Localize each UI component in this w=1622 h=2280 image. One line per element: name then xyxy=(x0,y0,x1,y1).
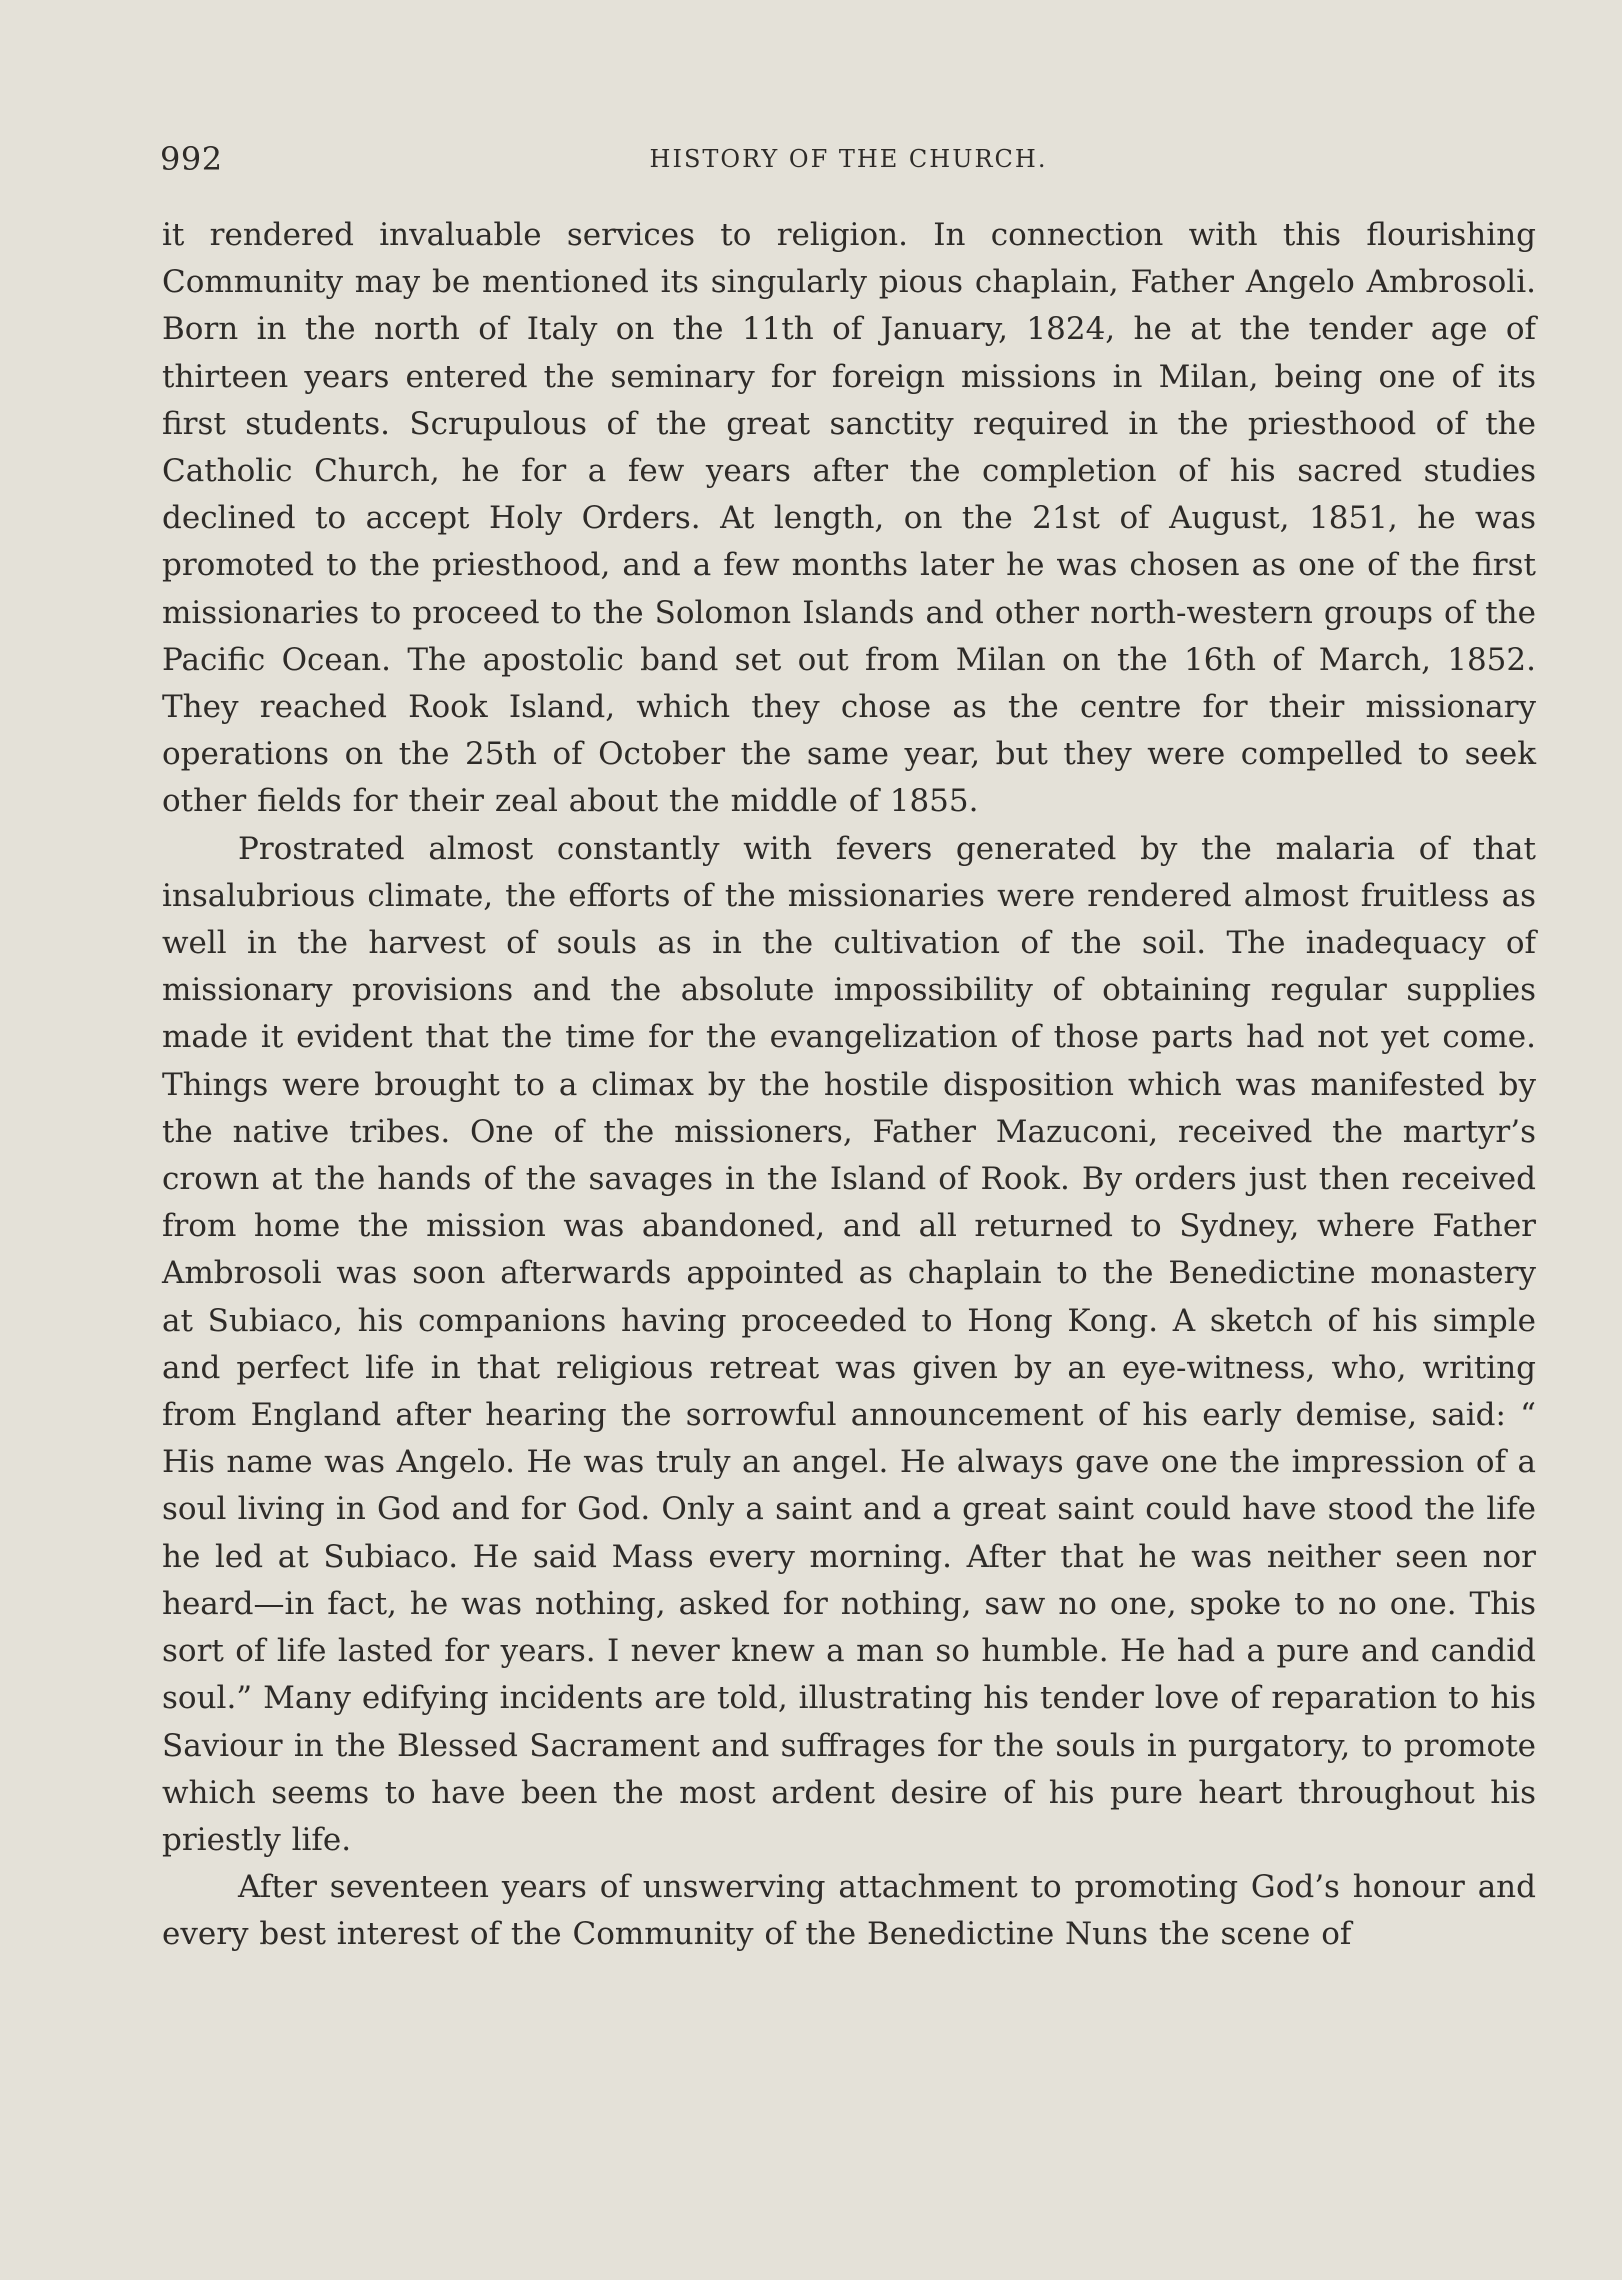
paragraph-missions: Prostrated almost constantly with fevers generated by the malaria of that insalubrious climate, the efforts of the missionaries were rendered almost fruitless as well in the harvest of souls as in the cultivation of the soil. The inadequacy of missionary provisions and the absolute impossibility of obtaining regular supplies made it evident that the time for the evangelization of those parts had not yet come. Things were brought to a climax by the hostile disposition which was manifested by the native tribes. One of the missioners, Father Mazuconi, received the martyr’s crown at the hands of the savages in the Island of Rook. By orders just then received from home the mission was abandoned, and all returned to Sydney, where Father Ambrosoli was soon afterwards appointed as chaplain to the Benedictine monastery at Subiaco, his companions having proceeded to Hong Kong. A sketch of his simple and perfect life in that religious retreat was given by an eye-witness, who, writing from England after hearing the sorrowful announcement of his early demise, said: “ His name was Angelo. He was truly an angel. He always gave one the impression of a soul living in God and for God. Only a saint and a great saint could have stood the life he led at Subiaco. He said Mass every morning. After that he was neither seen nor heard—in fact, he was nothing, asked for nothing, saw no one, spoke to no one. This sort of life lasted for years. I never knew a man so humble. He had a pure and candid soul.” Many edifying incidents are told, illustrating his tender love of reparation to his Saviour in the Blessed Sacrament and suffrages for the souls in purgatory, to promote which seems to have been the most ardent desire of his pure heart throughout his priestly life. xyxy=(162,830,1536,1858)
body-text xyxy=(162,212,1536,1959)
paragraph-closing: After seventeen years of unswerving attachment to promoting God’s honour and every best interest of the Community of the Benedictine Nuns the scene of xyxy=(162,1869,1536,1953)
paragraph-continued: it rendered invaluable services to religion. In connection with this flourishing Community may be mentioned its singularly pious chaplain, Father Angelo Ambrosoli. Born in the north of Italy on the 11th of January, 1824, he at the tender age of thirteen years entered the seminary for foreign missions in Milan, being one of its first students. Scrupulous of the great sanctity required in the priesthood of the Catholic Church, he for a few years after the completion of his sacred studies declined to accept Holy Orders. At length, on the 21st of August, 1851, he was promoted to the priesthood, and a few months later he was chosen as one of the first missionaries to proceed to the Solomon Islands and other north-western groups of the Pacific Ocean. The apostolic band set out from Milan on the 16th of March, 1852. They reached Rook Island, which they chose as the centre for their missionary operations on the 25th of October the same year, but they were compelled to seek other fields for their zeal about the middle of 1855. xyxy=(162,217,1536,820)
running-title: HISTORY OF THE CHURCH. xyxy=(649,145,1048,173)
running-head xyxy=(160,136,1537,182)
page-number: 992 xyxy=(160,140,223,178)
